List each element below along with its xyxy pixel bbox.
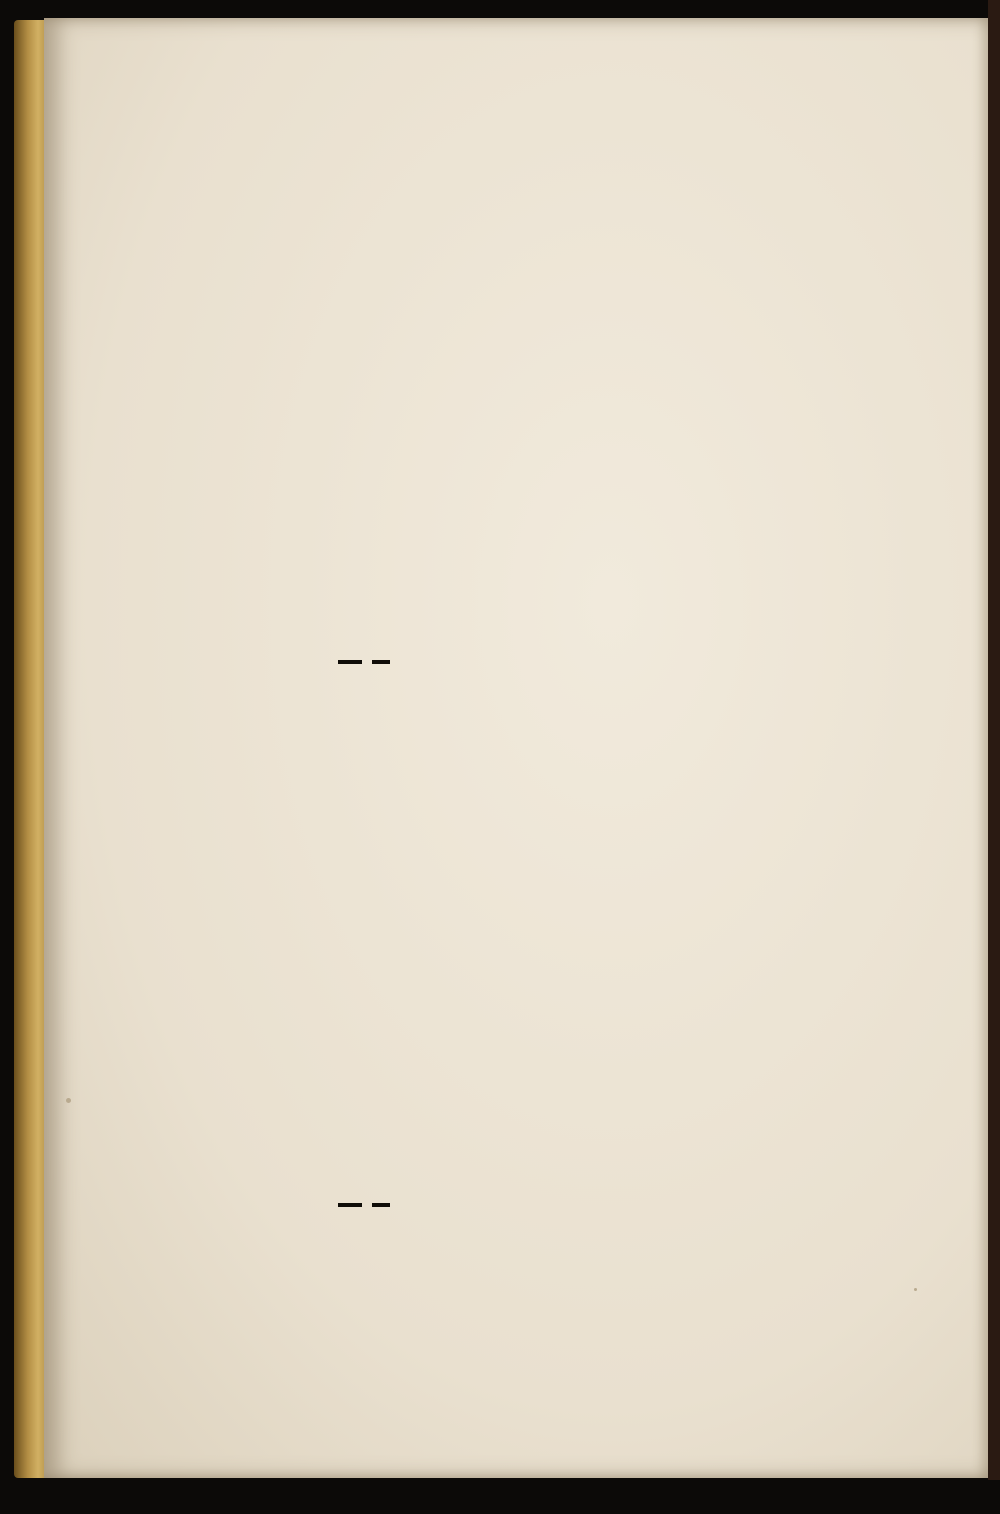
lemma-1 — [274, 572, 422, 668]
running-head — [336, 130, 876, 170]
digitization-footer — [982, 1490, 992, 1510]
book-page — [44, 18, 988, 1478]
lemma-dash — [338, 660, 362, 664]
lemma-dash — [338, 1203, 362, 1207]
lemma-dash — [372, 660, 390, 664]
paper-spot — [914, 1288, 917, 1291]
paper-spot — [66, 1098, 71, 1103]
lemma-2 — [274, 1115, 422, 1211]
lemma-dash — [372, 1203, 390, 1207]
scan-edge — [988, 0, 1000, 1480]
